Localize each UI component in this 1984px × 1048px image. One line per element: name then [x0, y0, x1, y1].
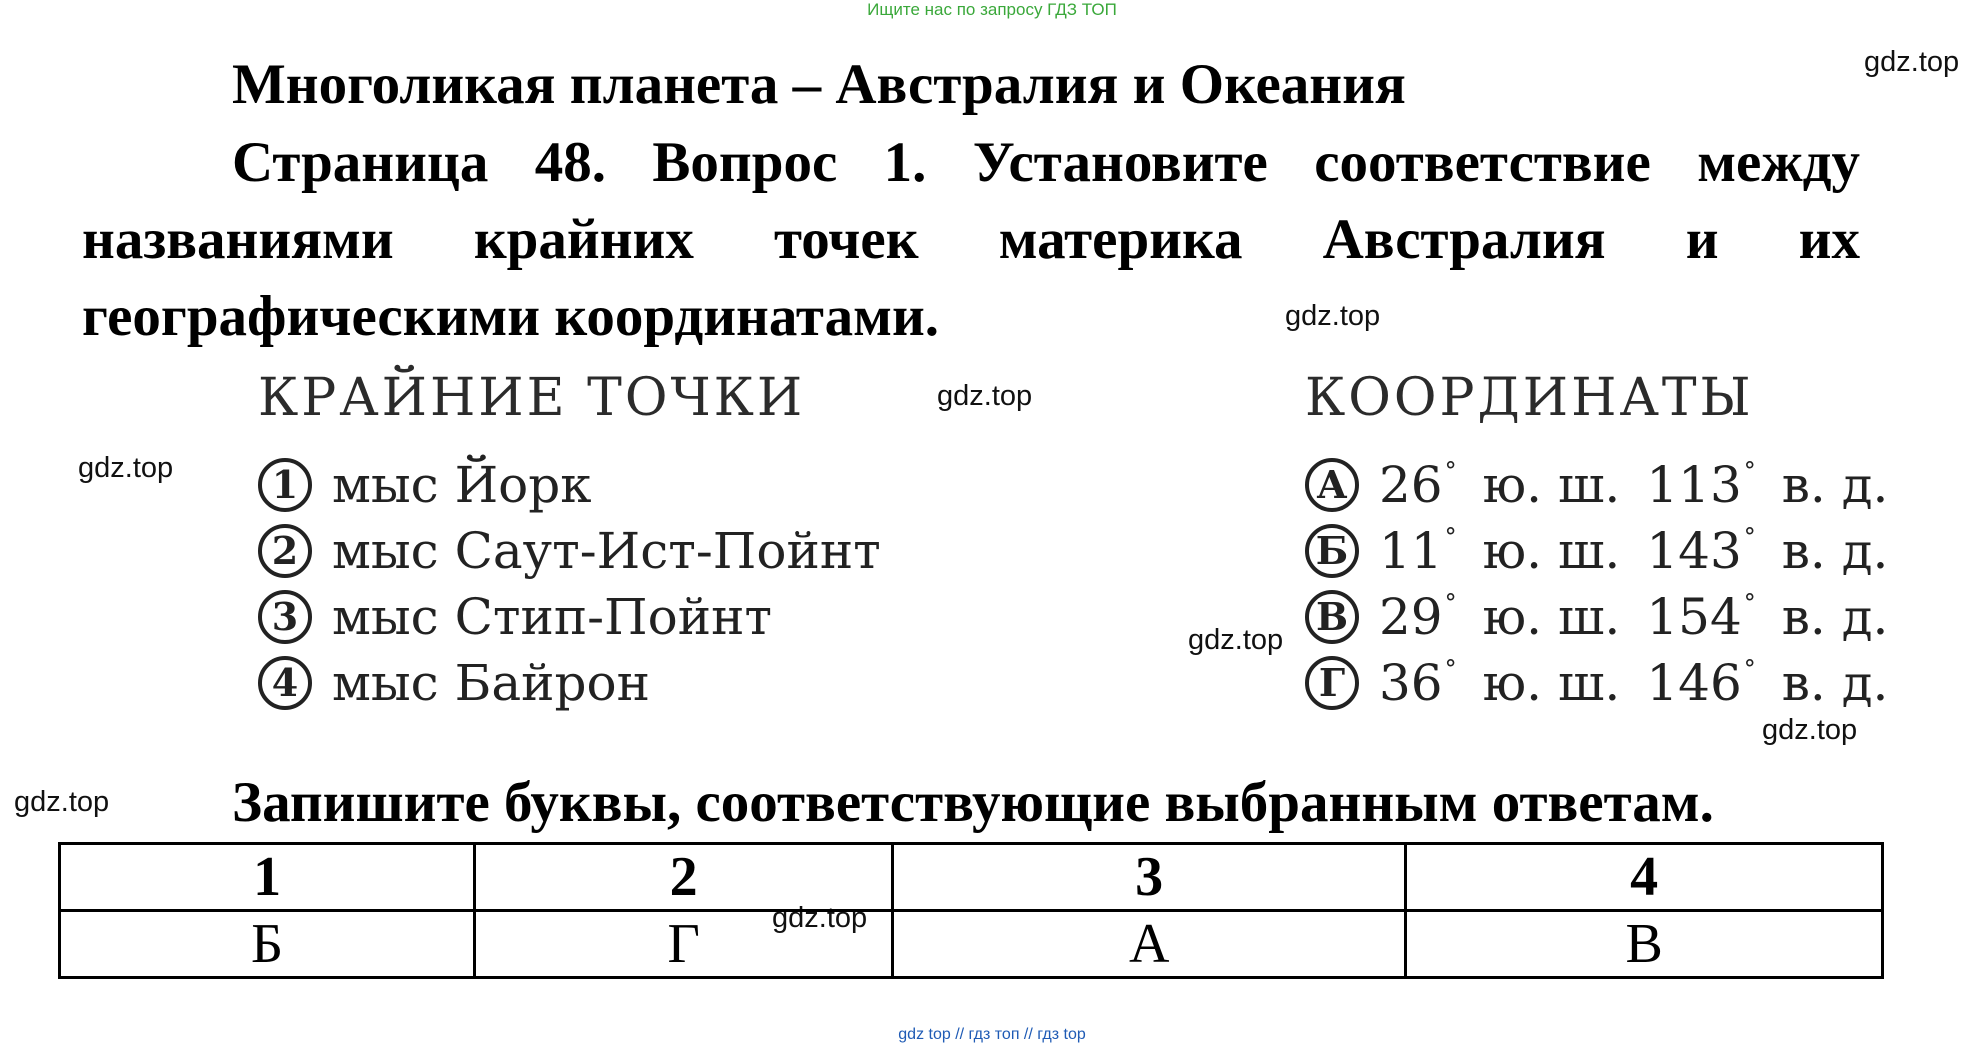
- question-line-3: географическими координатами.: [82, 285, 940, 348]
- instruction: Запишите буквы, соответствующие выбранным ответам.: [232, 771, 1714, 834]
- point-item: [258, 522, 881, 580]
- latitude-unit: ю. ш.: [1482, 522, 1621, 580]
- longitude: 146: [1646, 654, 1742, 712]
- latitude: 29: [1379, 588, 1443, 646]
- point-name: мыс Саут-Ист-Пойнт: [332, 522, 881, 580]
- latitude: 36: [1379, 654, 1443, 712]
- watermark: gdz.top: [772, 902, 868, 934]
- point-item: [258, 588, 772, 646]
- number-circle: 2: [258, 524, 312, 578]
- watermark: gdz.top: [14, 786, 110, 818]
- latitude-unit: ю. ш.: [1482, 588, 1621, 646]
- answer-cell: Г: [475, 911, 893, 978]
- longitude: 113: [1646, 456, 1742, 514]
- page-title: Многоликая планета – Австралия и Океания: [232, 53, 1406, 116]
- header-cell: 1: [60, 844, 475, 911]
- longitude: 143: [1646, 522, 1742, 580]
- latitude-unit: ю. ш.: [1482, 456, 1621, 514]
- latitude: 11: [1379, 522, 1443, 580]
- header-cell: 4: [1406, 844, 1883, 911]
- letter-circle: Г: [1305, 656, 1359, 710]
- question-line-1: Страница 48. Вопрос 1. Установите соответствие между: [232, 131, 1860, 194]
- number-circle: 4: [258, 656, 312, 710]
- coord-item: [1305, 522, 1888, 580]
- degree-sign: °: [1743, 589, 1756, 617]
- latitude-unit: ю. ш.: [1482, 654, 1621, 712]
- watermark: gdz.top: [1188, 624, 1284, 656]
- letter-circle: А: [1305, 458, 1359, 512]
- point-name: мыс Стип-Пойнт: [332, 588, 773, 646]
- points-heading: КРАЙНИЕ ТОЧКИ: [258, 368, 806, 428]
- degree-sign: °: [1743, 655, 1756, 683]
- longitude-unit: в. д.: [1781, 522, 1889, 580]
- watermark: gdz.top: [1762, 714, 1858, 746]
- answer-cell: Б: [60, 911, 475, 978]
- coord-item: [1305, 654, 1888, 712]
- watermark: gdz.top: [1864, 46, 1960, 78]
- longitude-unit: в. д.: [1781, 654, 1889, 712]
- answer-cell: А: [893, 911, 1406, 978]
- point-item: [258, 654, 650, 712]
- header-cell: 2: [475, 844, 893, 911]
- answer-cell: В: [1406, 911, 1883, 978]
- number-circle: 3: [258, 590, 312, 644]
- coord-item: [1305, 456, 1888, 514]
- watermark: gdz.top: [1285, 300, 1381, 332]
- top-search-note: Ищите нас по запросу ГДЗ ТОП: [867, 0, 1117, 19]
- question-line-2: названиями крайних точек материка Австралия и их: [82, 208, 1860, 271]
- degree-sign: °: [1743, 523, 1756, 551]
- degree-sign: °: [1444, 655, 1457, 683]
- number-circle: 1: [258, 458, 312, 512]
- coord-item: [1305, 588, 1888, 646]
- answer-table: [58, 842, 1884, 979]
- watermark: gdz.top: [78, 452, 174, 484]
- answer-table-header-row: [60, 844, 1883, 911]
- degree-sign: °: [1444, 589, 1457, 617]
- degree-sign: °: [1743, 457, 1756, 485]
- longitude-unit: в. д.: [1781, 456, 1889, 514]
- letter-circle: Б: [1305, 524, 1359, 578]
- bottom-note: gdz top // гдз топ // гдз top: [898, 1026, 1086, 1043]
- degree-sign: °: [1444, 457, 1457, 485]
- answer-table-answer-row: [60, 911, 1883, 978]
- latitude: 26: [1379, 456, 1443, 514]
- longitude-unit: в. д.: [1781, 588, 1889, 646]
- coords-heading: КООРДИНАТЫ: [1305, 368, 1754, 428]
- longitude: 154: [1646, 588, 1742, 646]
- point-item: [258, 456, 592, 514]
- watermark: gdz.top: [937, 380, 1033, 412]
- point-name: мыс Йорк: [332, 456, 592, 514]
- point-name: мыс Байрон: [332, 654, 650, 712]
- letter-circle: В: [1305, 590, 1359, 644]
- degree-sign: °: [1444, 523, 1457, 551]
- header-cell: 3: [893, 844, 1406, 911]
